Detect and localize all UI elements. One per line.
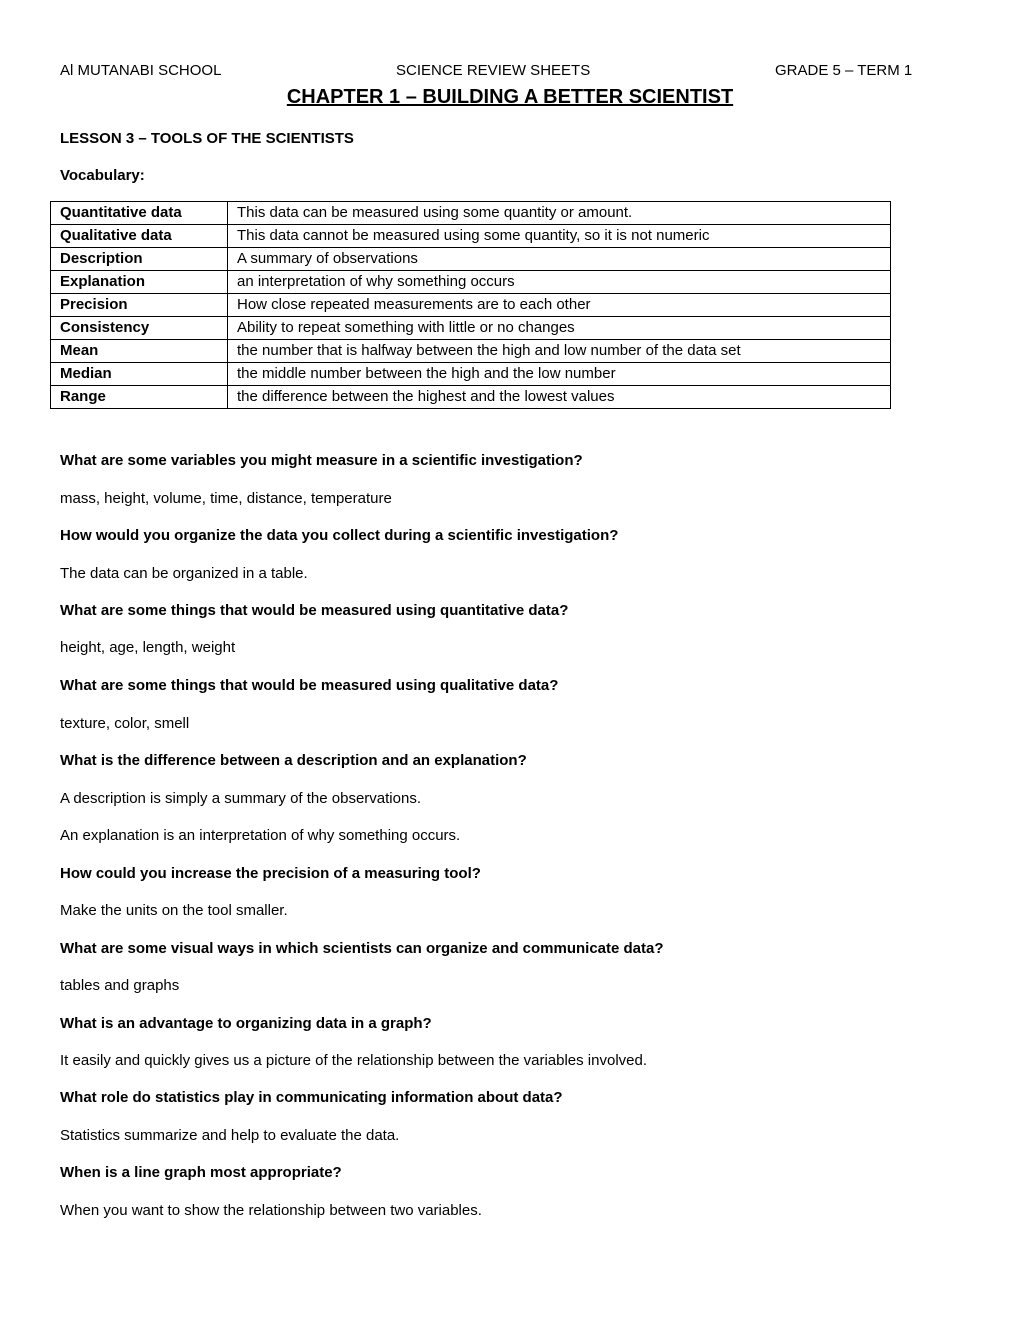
vocabulary-row xyxy=(51,363,891,386)
answer: A description is simply a summary of the observations. xyxy=(60,790,421,807)
vocabulary-term: Description xyxy=(51,248,228,271)
school-name: Al MUTANABI SCHOOL xyxy=(60,62,222,79)
grade-term: GRADE 5 – TERM 1 xyxy=(775,62,913,79)
answer: mass, height, volume, time, distance, temperature xyxy=(60,490,392,507)
vocabulary-definition: the difference between the highest and the lowest values xyxy=(228,386,891,409)
answer: When you want to show the relationship between two variables. xyxy=(60,1202,482,1219)
document-subject: SCIENCE REVIEW SHEETS xyxy=(396,62,591,79)
vocabulary-definition: This data can be measured using some quantity or amount. xyxy=(228,202,891,225)
vocabulary-row xyxy=(51,225,891,248)
vocabulary-row xyxy=(51,271,891,294)
vocabulary-term: Explanation xyxy=(51,271,228,294)
question: How could you increase the precision of a measuring tool? xyxy=(60,865,481,882)
vocabulary-table xyxy=(50,201,891,409)
question: When is a line graph most appropriate? xyxy=(60,1164,342,1181)
vocabulary-term: Qualitative data xyxy=(51,225,228,248)
vocabulary-row xyxy=(51,294,891,317)
vocabulary-term: Range xyxy=(51,386,228,409)
question: How would you organize the data you collect during a scientific investigation? xyxy=(60,527,619,544)
chapter-title: CHAPTER 1 – BUILDING A BETTER SCIENTIST xyxy=(286,86,734,108)
question: What are some things that would be measured using qualitative data? xyxy=(60,677,559,694)
question: What role do statistics play in communicating information about data? xyxy=(60,1089,563,1106)
vocabulary-term: Median xyxy=(51,363,228,386)
answer: It easily and quickly gives us a picture of the relationship between the variables involved. xyxy=(60,1052,647,1069)
vocabulary-definition: Ability to repeat something with little or no changes xyxy=(228,317,891,340)
vocabulary-row xyxy=(51,202,891,225)
lesson-title: LESSON 3 – TOOLS OF THE SCIENTISTS xyxy=(60,130,354,147)
vocabulary-definition: This data cannot be measured using some quantity, so it is not numeric xyxy=(228,225,891,248)
vocabulary-definition: the number that is halfway between the high and low number of the data set xyxy=(228,340,891,363)
vocabulary-definition: How close repeated measurements are to each other xyxy=(228,294,891,317)
answer: Statistics summarize and help to evaluate the data. xyxy=(60,1127,400,1144)
vocabulary-row xyxy=(51,340,891,363)
vocabulary-term: Consistency xyxy=(51,317,228,340)
question: What are some visual ways in which scientists can organize and communicate data? xyxy=(60,940,664,957)
vocabulary-label: Vocabulary: xyxy=(60,167,145,184)
question: What is the difference between a description and an explanation? xyxy=(60,752,527,769)
vocabulary-row xyxy=(51,386,891,409)
answer: height, age, length, weight xyxy=(60,639,236,656)
answer: texture, color, smell xyxy=(60,715,190,732)
answer: tables and graphs xyxy=(60,977,180,994)
vocabulary-term: Mean xyxy=(51,340,228,363)
vocabulary-definition: an interpretation of why something occurs xyxy=(228,271,891,294)
answer: Make the units on the tool smaller. xyxy=(60,902,288,919)
vocabulary-row xyxy=(51,317,891,340)
vocabulary-row xyxy=(51,248,891,271)
question: What are some variables you might measure in a scientific investigation? xyxy=(60,452,583,469)
vocabulary-definition: A summary of observations xyxy=(228,248,891,271)
question: What are some things that would be measured using quantitative data? xyxy=(60,602,569,619)
answer: An explanation is an interpretation of why something occurs. xyxy=(60,827,461,844)
vocabulary-term: Quantitative data xyxy=(51,202,228,225)
answer: The data can be organized in a table. xyxy=(60,565,308,582)
vocabulary-definition: the middle number between the high and the low number xyxy=(228,363,891,386)
question: What is an advantage to organizing data in a graph? xyxy=(60,1015,432,1032)
vocabulary-term: Precision xyxy=(51,294,228,317)
